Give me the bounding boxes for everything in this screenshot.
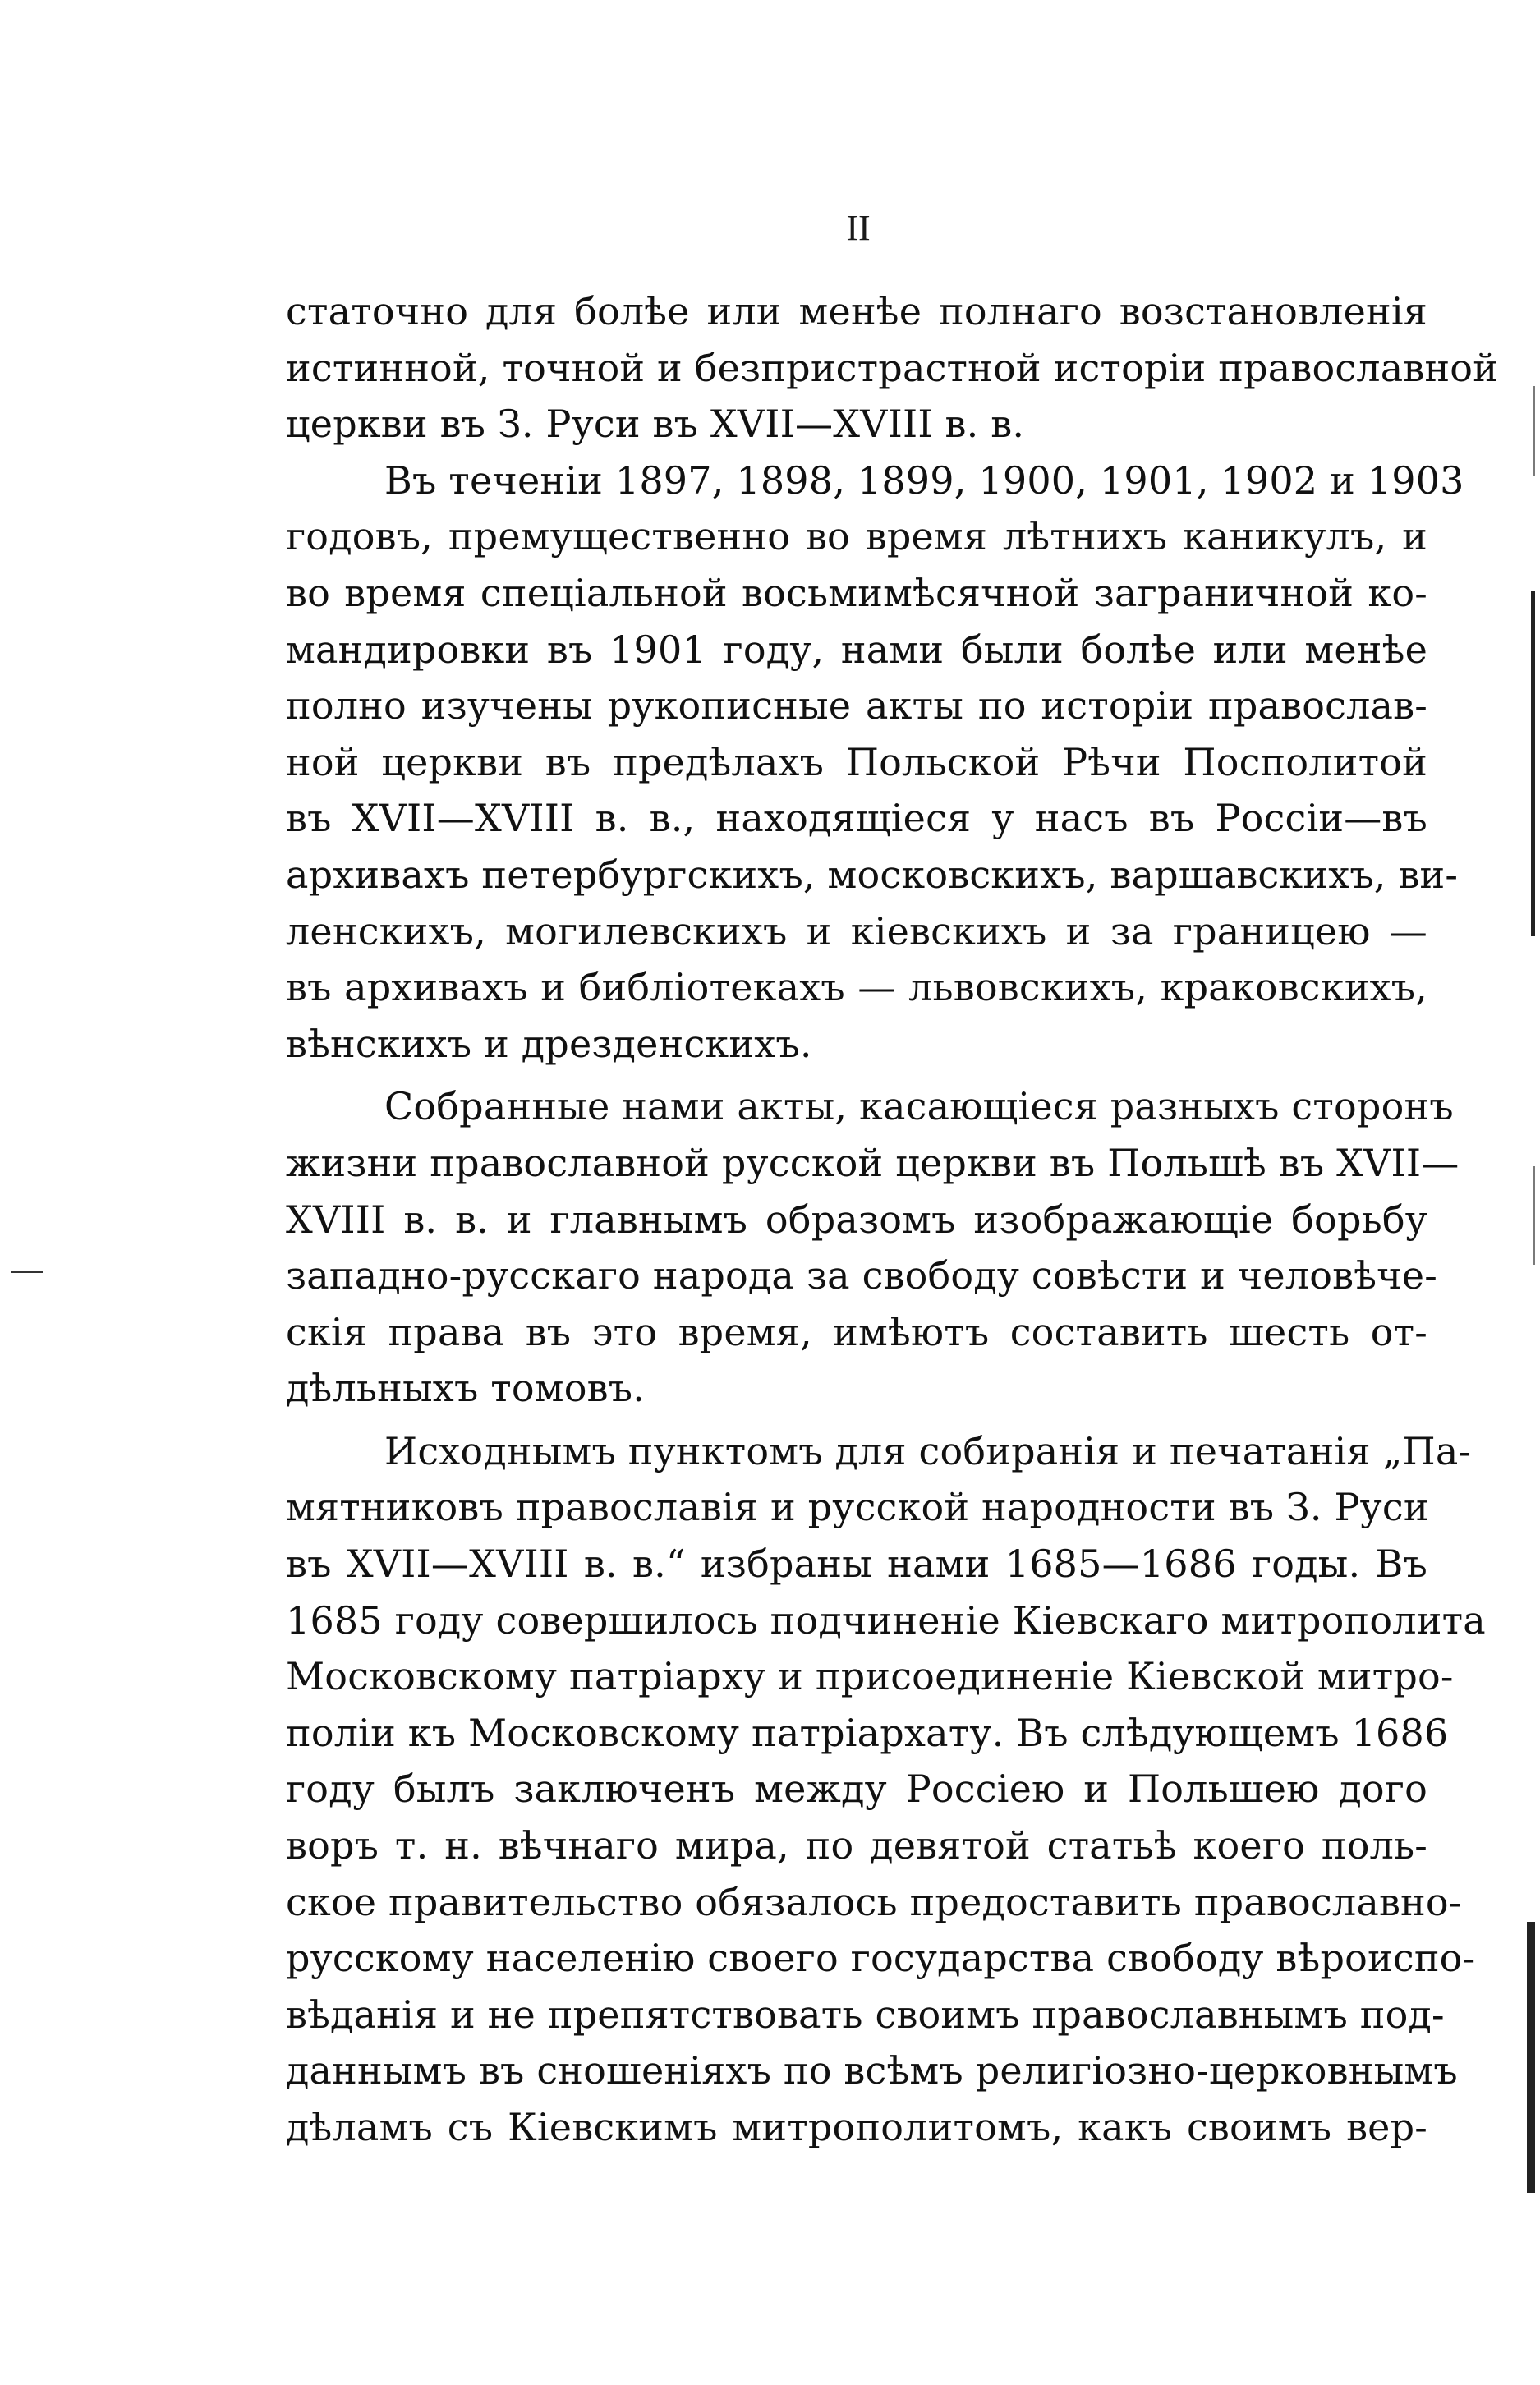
text-line: годовъ, премущественно во время лѣтнихъ каникулъ, и <box>286 514 1427 559</box>
text-line: Исходнымъ пунктомъ для собиранія и печатанія „Па- <box>384 1428 1472 1473</box>
text-line: мятниковъ православія и русской народности въ З. Руси <box>286 1485 1429 1530</box>
text-line: истинной, точной и безпристрастной исторіи православной <box>286 345 1499 390</box>
text-line: Собранные нами акты, касающіеся разныхъ сторонъ <box>384 1084 1454 1129</box>
text-line: въ архивахъ и библіотекахъ — львовскихъ, краковскихъ, <box>286 965 1427 1010</box>
text-line: ское правительство обязалось предоставить православно- <box>286 1879 1462 1924</box>
text-line: вѣданія и не препятствовать своимъ православнымъ под- <box>286 1992 1445 2037</box>
text-line: въ XVII—XVIII в. в., находящіеся у насъ въ Россіи—въ <box>286 796 1427 841</box>
text-line: церкви въ З. Руси въ XVII—XVIII в. в. <box>286 402 1025 447</box>
body-text <box>286 283 1499 2156</box>
text-line: дѣламъ съ Кіевскимъ митрополитомъ, какъ своимъ вер- <box>286 2105 1427 2149</box>
text-line: статочно для болѣе или менѣе полнаго возстановленія <box>286 289 1427 333</box>
text-line: даннымъ въ сношеніяхъ по всѣмъ религіозно-церковнымъ <box>286 2048 1458 2093</box>
scan-edge-mark <box>1527 1922 1535 2193</box>
text-line: дѣльныхъ томовъ. <box>286 1366 646 1411</box>
scan-edge-mark <box>1531 591 1535 936</box>
scan-edge-mark <box>1533 1166 1535 1265</box>
scan-edge-mark <box>1533 386 1535 476</box>
text-line: русскому населенію своего государства свободу вѣроиспо- <box>286 1936 1476 1981</box>
text-line: скія права въ это время, имѣютъ составить шесть от- <box>286 1309 1427 1354</box>
text-line: поліи къ Московскому патріархату. Въ слѣдующемъ 1686 <box>286 1710 1449 1755</box>
text-line: архивахъ петербургскихъ, московскихъ, варшавскихъ, ви- <box>286 852 1459 897</box>
text-line: ленскихъ, могилевскихъ и кіевскихъ и за границею — <box>286 908 1427 954</box>
text-line: вѣнскихъ и дрезденскихъ. <box>286 1021 812 1066</box>
text-line: мандировки въ 1901 году, нами были болѣе или менѣе <box>286 627 1427 672</box>
text-line: Московскому патріарху и присоединеніе Кіевской митро- <box>286 1654 1454 1699</box>
text-line: году былъ заключенъ между Россіею и Польшею дого <box>286 1767 1427 1812</box>
margin-dash-mark <box>11 1271 43 1273</box>
text-line: XVIII в. в. и главнымъ образомъ изображающіе борьбу <box>286 1197 1427 1242</box>
text-line: полно изучены рукописные акты по исторіи православ- <box>286 683 1427 728</box>
paragraph-gap <box>286 1417 1427 1423</box>
paragraph-gap <box>286 1072 1427 1078</box>
text-line: Въ теченіи 1897, 1898, 1899, 1900, 1901, 1902 и 1903 <box>384 457 1464 503</box>
text-line: воръ т. н. вѣчнаго мира, по девятой статьѣ коего поль- <box>286 1823 1427 1868</box>
text-line: западно-русскаго народа за свободу совѣсти и человѣче- <box>286 1253 1437 1298</box>
text-line: жизни православной русской церкви въ Польшѣ въ XVII— <box>286 1140 1460 1185</box>
text-line: въ XVII—XVIII в. в.“ избраны нами 1685—1686 годы. Въ <box>286 1542 1427 1587</box>
text-line: 1685 году совершилось подчиненіе Кіевскаго митрополита <box>286 1597 1486 1643</box>
text-line: ной церкви въ предѣлахъ Польской Рѣчи Посполитой <box>286 739 1427 784</box>
text-line: во время спеціальной восьмимѣсячной заграничной ко- <box>286 570 1427 615</box>
page-number: II <box>846 208 871 248</box>
